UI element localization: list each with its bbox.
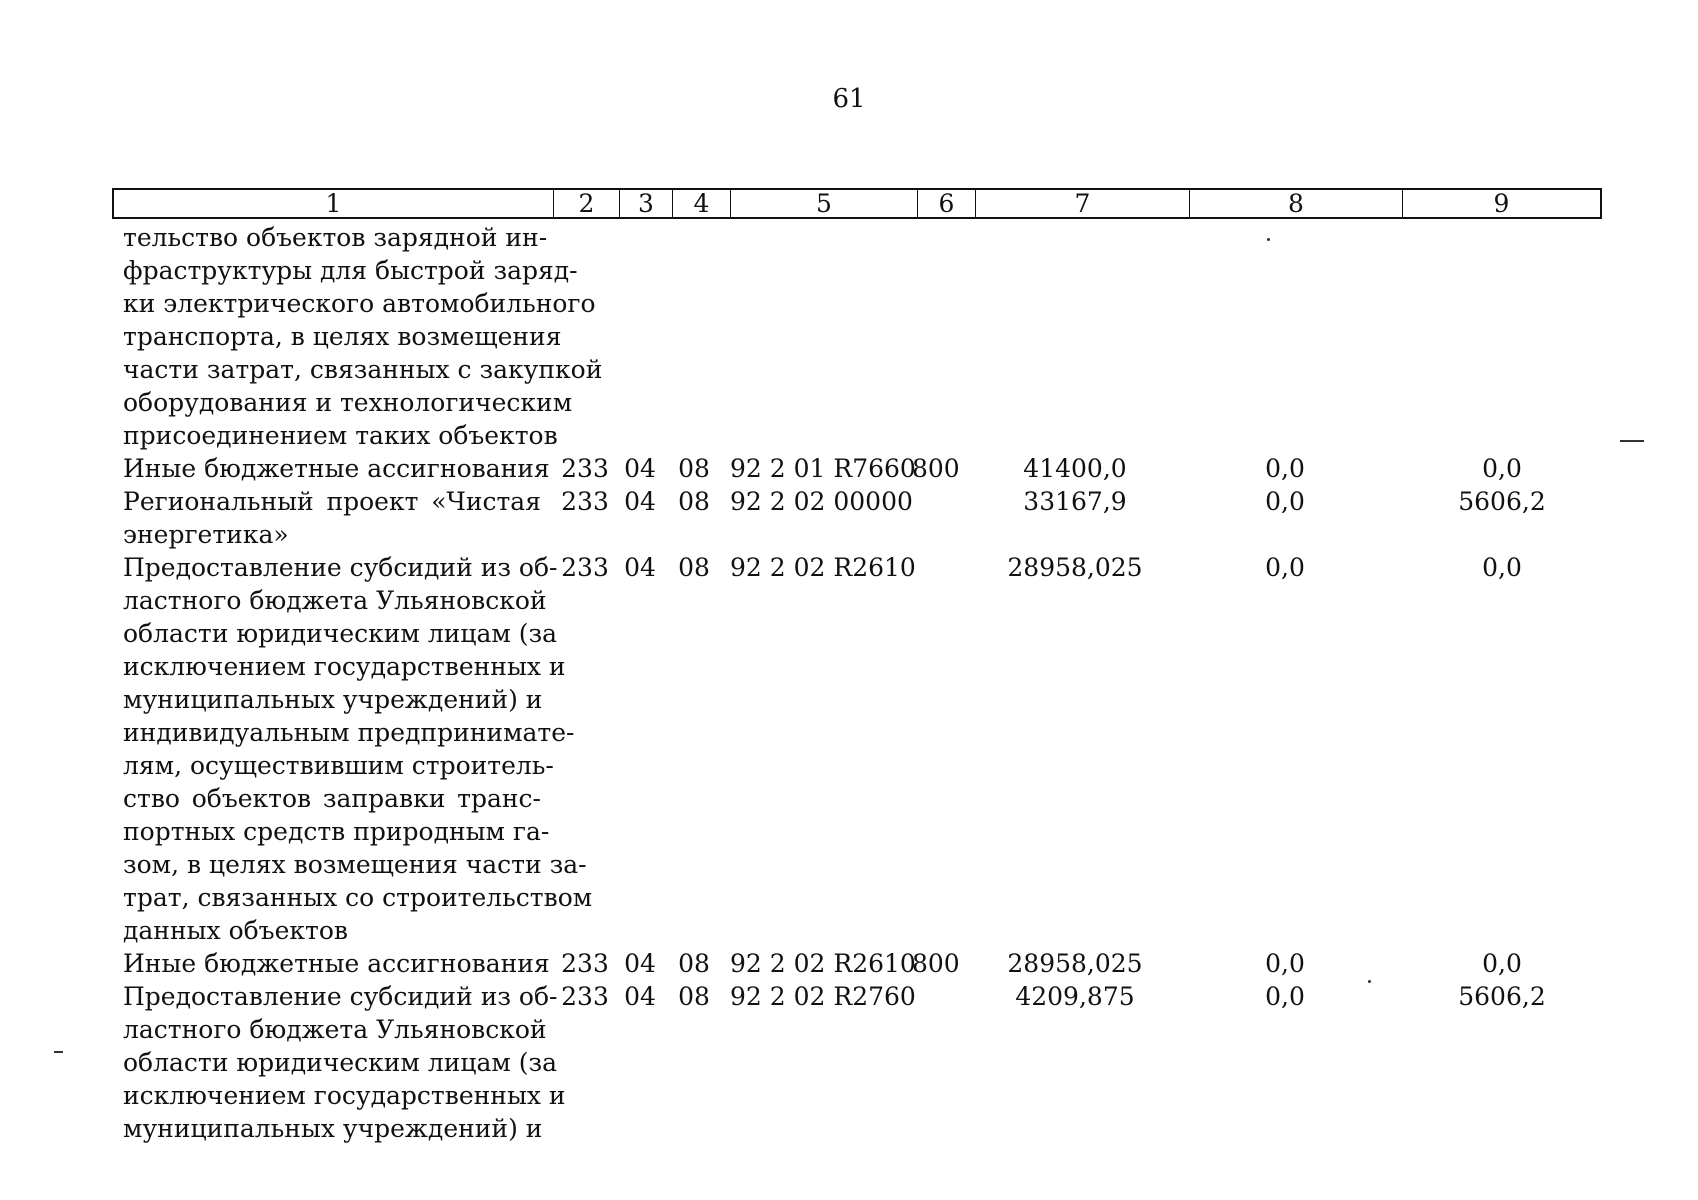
description-line: фраструктуры для быстрой заряд-	[123, 256, 578, 285]
cell-col-5: 92 2 02 R2610	[730, 553, 916, 582]
cell-col-7: 41400,0	[1023, 454, 1127, 483]
cell-col-3: 04	[624, 949, 656, 978]
cell-col-4: 08	[678, 982, 710, 1011]
description-line: трат, связанных со строительством	[123, 883, 593, 912]
description-line: транспорта, в целях возмещения	[123, 322, 562, 351]
cell-col-8: 0,0	[1265, 454, 1305, 483]
description-line: области юридическим лицам (за	[123, 619, 558, 648]
header-col-4: 4	[672, 190, 730, 217]
description-line: энергетика»	[123, 520, 289, 549]
description-line: части затрат, связанных с закупкой	[123, 355, 603, 384]
cell-col-9: 5606,2	[1458, 982, 1546, 1011]
header-col-8: 8	[1189, 190, 1402, 217]
page-number: 61	[832, 84, 866, 114]
cell-col-9: 0,0	[1482, 454, 1522, 483]
cell-col-4: 08	[678, 487, 710, 516]
header-col-1: 1	[325, 189, 342, 218]
margin-dash	[1620, 440, 1644, 442]
description-line: оборудования и технологическим	[123, 388, 573, 417]
cell-col-4: 08	[678, 553, 710, 582]
description-line: Предоставление субсидий из об-	[123, 553, 558, 582]
cell-col-6: 800	[912, 949, 960, 978]
header-col-5: 5	[730, 190, 917, 217]
description-line: области юридическим лицам (за	[123, 1048, 558, 1077]
scan-speck	[1267, 238, 1270, 241]
description-line: лям, осуществившим строитель-	[123, 751, 554, 780]
description-line: индивидуальным предпринимате-	[123, 718, 575, 747]
cell-col-2: 233	[561, 487, 609, 516]
cell-col-5: 92 2 02 R2610	[730, 949, 916, 978]
cell-col-2: 233	[561, 553, 609, 582]
header-col-9: 9	[1402, 190, 1600, 217]
description-line: ластного бюджета Ульяновской	[123, 586, 547, 615]
cell-col-3: 04	[624, 454, 656, 483]
cell-col-8: 0,0	[1265, 982, 1305, 1011]
row-description	[123, 980, 566, 1145]
description-line: муниципальных учреждений) и	[123, 685, 543, 714]
cell-col-3: 04	[624, 553, 656, 582]
description-line: портных средств природным га-	[123, 817, 550, 846]
description-line: данных объектов	[123, 916, 348, 945]
table-header	[112, 188, 1602, 219]
description-line: ластного бюджета Ульяновской	[123, 1015, 547, 1044]
description-line: тельство объектов зарядной ин-	[123, 223, 548, 252]
description-line: Иные бюджетные ассигнования	[123, 454, 550, 483]
cell-col-4: 08	[678, 949, 710, 978]
cell-col-8: 0,0	[1265, 553, 1305, 582]
description-line: муниципальных учреждений) и	[123, 1114, 543, 1143]
row-description	[123, 485, 541, 551]
cell-col-4: 08	[678, 454, 710, 483]
header-col-6: 6	[917, 190, 975, 217]
description-line: зом, в целях возмещения части за-	[123, 850, 587, 879]
cell-col-7: 28958,025	[1007, 553, 1143, 582]
description-line: ство объектов заправки транс-	[123, 784, 541, 813]
cell-col-8: 0,0	[1265, 949, 1305, 978]
cell-col-3: 04	[624, 487, 656, 516]
row-description	[123, 221, 603, 452]
scan-speck	[1368, 980, 1371, 983]
cell-col-2: 233	[561, 982, 609, 1011]
cell-col-3: 04	[624, 982, 656, 1011]
header-col-7: 7	[975, 190, 1189, 217]
description-line: исключением государственных и	[123, 1081, 566, 1110]
header-col-2: 2	[553, 190, 619, 217]
cell-col-5: 92 2 01 R7660	[730, 454, 916, 483]
margin-dash	[54, 1051, 63, 1053]
cell-col-5: 92 2 02 00000	[730, 487, 913, 516]
header-col-3: 3	[619, 190, 672, 217]
cell-col-9: 0,0	[1482, 949, 1522, 978]
cell-col-9: 5606,2	[1458, 487, 1546, 516]
cell-col-7: 33167,9	[1023, 487, 1127, 516]
row-description	[123, 452, 550, 485]
cell-col-5: 92 2 02 R2760	[730, 982, 916, 1011]
description-line: Иные бюджетные ассигнования	[123, 949, 550, 978]
description-line: исключением государственных и	[123, 652, 566, 681]
cell-col-2: 233	[561, 949, 609, 978]
description-line: Региональный проект «Чистая	[123, 487, 541, 516]
cell-col-2: 233	[561, 454, 609, 483]
cell-col-6: 800	[912, 454, 960, 483]
cell-col-7: 28958,025	[1007, 949, 1143, 978]
description-line: ки электрического автомобильного	[123, 289, 596, 318]
cell-col-8: 0,0	[1265, 487, 1305, 516]
cell-col-7: 4209,875	[1015, 982, 1135, 1011]
description-line: Предоставление субсидий из об-	[123, 982, 558, 1011]
row-description	[123, 947, 550, 980]
cell-col-9: 0,0	[1482, 553, 1522, 582]
description-line: присоединением таких объектов	[123, 421, 558, 450]
